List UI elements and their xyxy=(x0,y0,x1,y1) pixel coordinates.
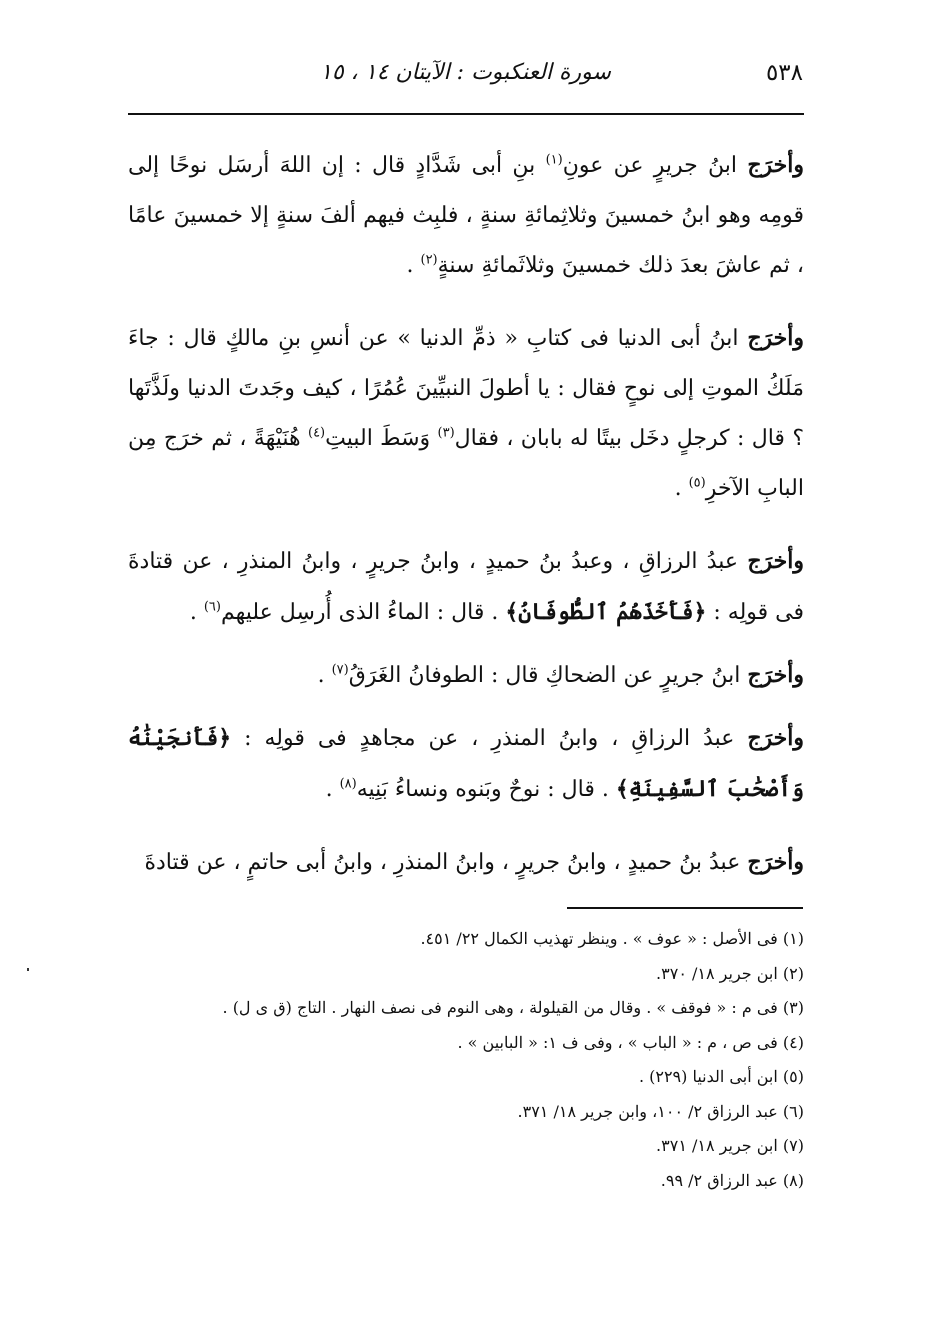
paragraph-text: ابنُ أبى الدنيا فى كتابِ « ذمِّ الدنيا » عن أنسِ بنِ مالكٍ قال : جاءَ مَلَكُ الموتِ إلى نوحٍ فقال : يا أطولَ النبيِّينَ عُمُرًا ، كيف وجَدتَ الدنيا ولَذَّتَها ؟ قال : كرجلٍ دخَل بيتًا له بابان ، فقال xyxy=(128,326,804,451)
footnote-3: (٣) فى م : « فوقف » . وقال من القيلولة ، وهى النوم فى نصف النهار . التاج (ق ى ل) . xyxy=(222,998,804,1017)
paragraph-text: . قال : الماءُ الذى أُرسِل عليهم xyxy=(220,600,506,625)
paragraph-text: بنِ أبى شَدَّادٍ قال : إن اللهَ أرسَل نوحًا إلى قومِه وهو ابنُ خمسينَ وثلاثِمائةِ سنةٍ ، فلبِث فيهم ألفَ سنةٍ إلا خمسينَ عامًا ، ثم عاشَ بعدَ ذلك خمسينَ وثلاثَمائةِ سنةٍ xyxy=(128,153,804,278)
footnote-6: (٦) عبد الرزاق ٢/ ١٠٠، وابن جرير ١٨/ ٣٧١. xyxy=(517,1101,804,1121)
footnote-ref: (٢) xyxy=(420,252,438,268)
footnote-ref: (٦) xyxy=(203,599,221,615)
paragraph-text: عبدُ الرزاقِ ، وعبدُ بنُ حميدٍ ، وابنُ جريرٍ ، وابنُ المنذرِ ، عن قتادةَ فى قولِه : xyxy=(128,549,804,625)
paragraph-text: هُنَيْهَةً ، ثم خرَج مِن البابِ الآخرِ xyxy=(128,426,804,501)
footnote-5: (٥) ابن أبى الدنيا (٢٢٩) . xyxy=(638,1067,804,1086)
footnote-2: (٢) ابن جرير ١٨/ ٣٧٠. xyxy=(656,963,804,983)
footnote-1: (١) فى الأصل : « عوف » . وينظر تهذيب الكمال ٢٢/ ٤٥١. xyxy=(420,929,804,948)
quran-quote: ﴿فَأَخَذَهُمُ ٱلطُّوفَانُ﴾ xyxy=(505,599,707,625)
paragraph-lead: وأخرَج xyxy=(747,662,804,688)
main-text xyxy=(128,140,804,910)
paragraph-lead: وأخرَج xyxy=(747,725,804,751)
page-header xyxy=(128,56,803,96)
footnote-ref: (٨) xyxy=(339,776,357,792)
paragraph-lead: وأخرَج xyxy=(747,152,804,178)
paragraph-text: . xyxy=(317,663,332,688)
footnote-ref: (٤) xyxy=(307,425,326,441)
paragraph-text: . xyxy=(406,253,421,278)
paragraph-text: وَسَطَ البيتِ xyxy=(325,426,438,451)
page-number: ٥٣٨ xyxy=(765,60,803,86)
running-title: سورة العنكبوت : الآيتان ١٤ ، ١٥ xyxy=(320,60,611,85)
footnote-ref: (٣) xyxy=(437,425,455,441)
footnote-ref: (٧) xyxy=(331,662,349,678)
footnote-8: (٨) عبد الرزاق ٢/ ٩٩. xyxy=(660,1170,804,1190)
paragraph-text: . قال : نوحٌ وبَنوه ونساءُ بَنِيه xyxy=(356,777,616,802)
footnote-rule xyxy=(567,907,803,909)
paragraph-6 xyxy=(128,837,804,888)
paragraph-3 xyxy=(128,536,804,638)
paragraph-text: . xyxy=(189,600,204,625)
paragraph-text: عبدُ بنُ حميدٍ ، وابنُ جريرٍ ، وابنُ المنذرِ ، وابنُ أبى حاتمٍ ، عن قتادةَ xyxy=(144,850,748,875)
footnotes xyxy=(128,922,804,1198)
paragraph-text: عبدُ الرزاقِ ، وابنُ المنذرِ ، عن مجاهدٍ فى قولِه : xyxy=(231,726,748,751)
paragraph-4 xyxy=(128,650,804,701)
paragraph-lead: وأخرَج xyxy=(747,849,804,875)
paragraph-5 xyxy=(128,713,804,815)
scan-speck xyxy=(27,968,29,971)
paragraph-lead: وأخرَج xyxy=(747,325,804,351)
paragraph-text: ابنُ جريرٍ عن عونِ xyxy=(562,153,748,178)
footnote-4: (٤) فى ص ، م : « الباب » ، وفى ف ١: « البابين » . xyxy=(457,1032,804,1052)
footnote-ref: (٥) xyxy=(688,475,706,491)
paragraph-text: . xyxy=(674,476,689,501)
footnote-7: (٧) ابن جرير ١٨/ ٣٧١. xyxy=(656,1136,804,1155)
footnote-ref: (١) xyxy=(545,152,563,168)
header-rule xyxy=(128,113,804,115)
paragraph-text: . xyxy=(325,777,340,802)
paragraph-1 xyxy=(128,140,804,291)
paragraph-2 xyxy=(128,313,804,514)
quran-quote: ﴿فَأَنجَيْنَٰهُ وَأَصْحَٰبَ ٱلسَّفِينَةِ﴾ xyxy=(128,725,804,802)
paragraph-lead: وأخرَج xyxy=(747,548,804,574)
paragraph-text: ابنُ جريرٍ عن الضحاكِ قال : الطوفانُ الغَرَقُ xyxy=(348,663,748,688)
